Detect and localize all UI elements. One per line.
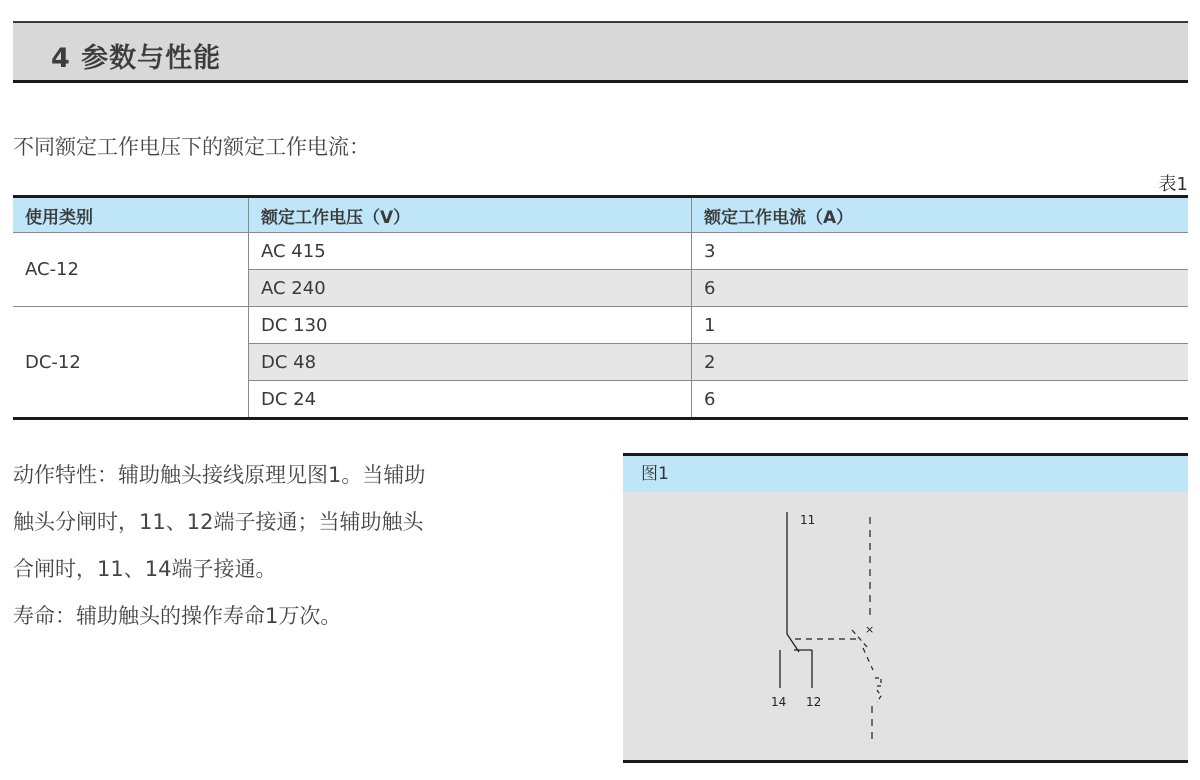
description-text — [13, 452, 543, 640]
section-title: 4 参数与性能 — [51, 43, 222, 74]
table-row — [13, 307, 1188, 344]
current-cell: 1 — [692, 307, 1189, 344]
figure-title: 图1 — [623, 456, 1188, 492]
description-line: 动作特性：辅助触头接线原理见图1。当辅助 — [13, 463, 426, 487]
figure-panel — [623, 453, 1188, 763]
current-cell: 6 — [692, 270, 1189, 307]
table-caption: 表1 — [1158, 174, 1188, 195]
voltage-cell: DC 48 — [249, 344, 692, 381]
cross-mark-icon: × — [865, 623, 875, 636]
linkage-dash-slant — [863, 648, 873, 670]
spring-symbol — [875, 678, 881, 702]
description-line: 合闸时，11、14端子接通。 — [13, 557, 277, 581]
description-line: 触头分闸时，11、12端子接通；当辅助触头 — [13, 510, 424, 534]
category-cell: AC-12 — [13, 233, 249, 307]
contact-blade — [787, 634, 799, 652]
contact-wiring-diagram — [623, 492, 1188, 760]
table-header-row — [13, 197, 1188, 233]
description-line: 寿命：辅助触头的操作寿命1万次。 — [13, 604, 342, 628]
parameters-table — [13, 195, 1188, 420]
voltage-cell: DC 130 — [249, 307, 692, 344]
current-cell: 6 — [692, 381, 1189, 419]
voltage-cell: DC 24 — [249, 381, 692, 419]
current-cell: 3 — [692, 233, 1189, 270]
voltage-cell: AC 240 — [249, 270, 692, 307]
header-category: 使用类别 — [13, 197, 249, 233]
terminal-label-11: 11 — [800, 513, 816, 527]
header-current: 额定工作电流（A） — [692, 197, 1189, 233]
category-cell: DC-12 — [13, 307, 249, 419]
terminal-label-14: 14 — [771, 695, 787, 709]
header-voltage: 额定工作电压（V） — [249, 197, 692, 233]
section-header — [13, 21, 1188, 83]
voltage-cell: AC 415 — [249, 233, 692, 270]
intro-text: 不同额定工作电压下的额定工作电流： — [13, 135, 370, 159]
table-row — [13, 233, 1188, 270]
terminal-label-12: 12 — [806, 695, 822, 709]
current-cell: 2 — [692, 344, 1189, 381]
